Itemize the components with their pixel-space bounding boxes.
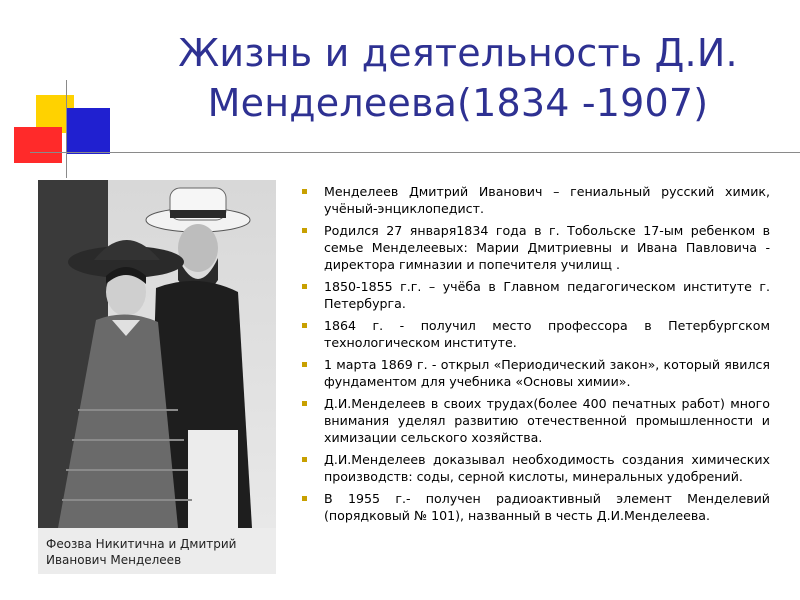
bullet-item bbox=[300, 222, 770, 274]
portrait-photo bbox=[38, 180, 276, 574]
bullet-text: В 1955 г.- получен радиоактивный элемент Менделевий (порядковый № 101), названный в честь Д.И.Менделеева. bbox=[324, 490, 770, 523]
bullet-item bbox=[300, 183, 770, 217]
photo-caption bbox=[38, 528, 276, 574]
bullet-text: 1850-1855 г.г. – учёба в Главном педагогическом институте г. Петербурга. bbox=[324, 279, 770, 312]
title-divider-line bbox=[30, 152, 800, 153]
portrait-photo-image bbox=[38, 180, 276, 574]
bullet-text: 1 марта 1869 г. - открыл «Периодический закон», который явился фундаментом для учебника «Основы химии». bbox=[324, 356, 770, 390]
decor-vertical-line bbox=[66, 80, 67, 178]
bullet-text: Д.И.Менделеев в своих трудах(более 400 печатных работ) много внимания уделял развитию отечественной промышленности и химизации сельского хозяйства. bbox=[324, 395, 770, 446]
bullet-square-icon bbox=[302, 362, 307, 367]
bullet-item bbox=[300, 395, 770, 447]
decor-red-square bbox=[14, 127, 62, 163]
bullet-text: Родился 27 января1834 года в г. Тобольске 17-ым ребенком в семье Менделеевых: Марии Дмитриевны и Ивана Павловича - директора гимназии и попечителя училищ . bbox=[324, 222, 770, 273]
bullet-text: Менделеев Дмитрий Иванович – гениальный русский химик, учёный-энциклопедист. bbox=[324, 184, 770, 217]
slide-title-line-1: Жизнь и деятельность Д.И. bbox=[178, 31, 738, 75]
bullet-square-icon bbox=[302, 496, 307, 501]
bullet-item bbox=[300, 278, 770, 312]
photo-caption-line-2: Иванович Менделеев bbox=[46, 553, 182, 567]
bullet-text: 1864 г. - получил место профессора в Петербургском технологическом институте. bbox=[324, 317, 770, 351]
bullet-square-icon bbox=[302, 284, 307, 289]
bullet-item bbox=[300, 451, 770, 485]
bullet-square-icon bbox=[302, 323, 307, 328]
bullet-square-icon bbox=[302, 457, 307, 462]
slide-title bbox=[128, 28, 788, 128]
bullet-item bbox=[300, 356, 770, 390]
slide-title-line-2: Менделеева(1834 -1907) bbox=[207, 81, 709, 125]
bullet-text: Д.И.Менделеев доказывал необходимость создания химических производств: соды, серной кислоты, минеральных удобрений. bbox=[324, 451, 770, 485]
photo-caption-line-1: Феозва Никитична и Дмитрий bbox=[46, 537, 237, 551]
biography-bullet-list bbox=[300, 183, 770, 529]
bullet-square-icon bbox=[302, 228, 307, 233]
bullet-square-icon bbox=[302, 189, 307, 194]
bullet-item bbox=[300, 317, 770, 351]
bullet-item bbox=[300, 490, 770, 524]
decor-blue-square bbox=[66, 108, 110, 154]
bullet-square-icon bbox=[302, 401, 307, 406]
